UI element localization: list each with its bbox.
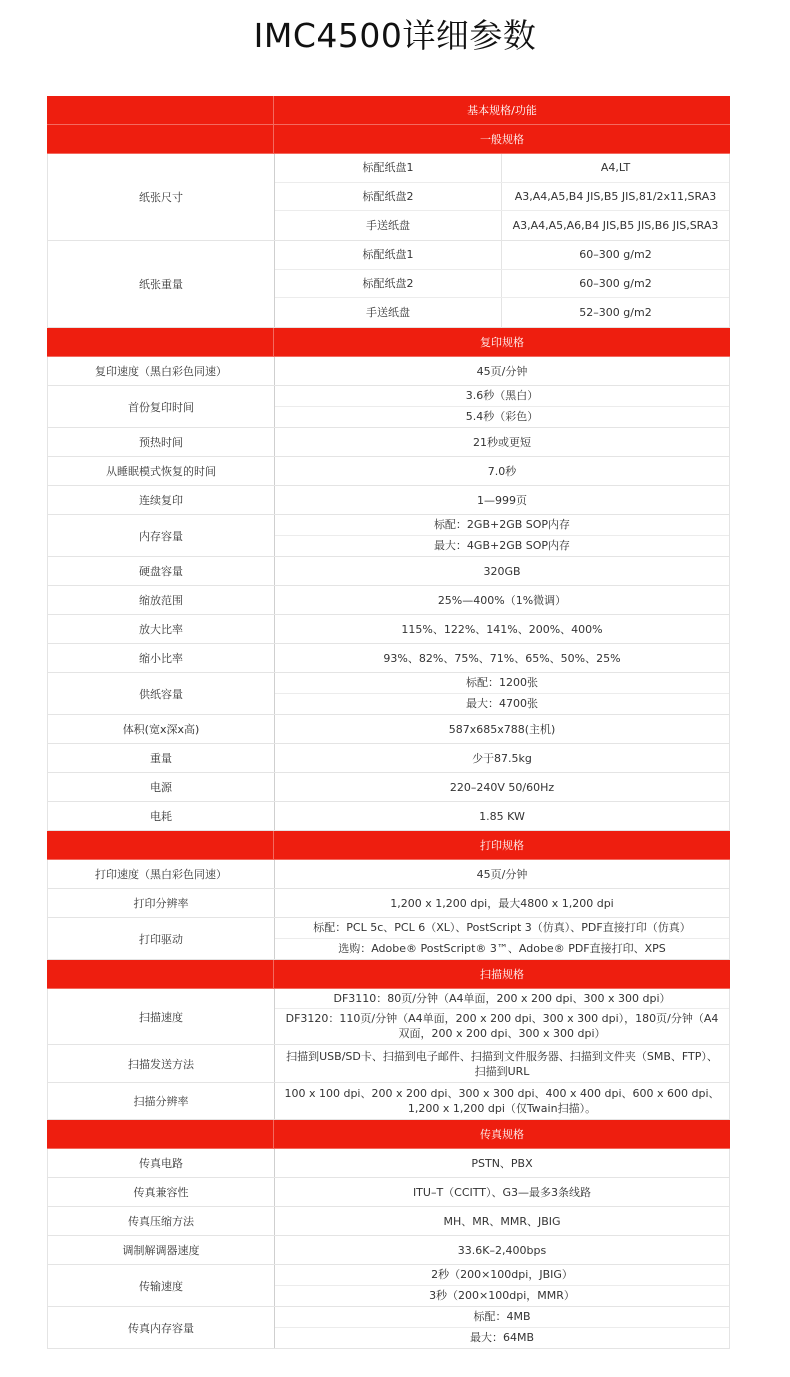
spec-label: 体积(宽x深x高) bbox=[48, 715, 275, 743]
spec-label: 传真兼容性 bbox=[48, 1178, 275, 1206]
spec-value: 33.6K–2,400bps bbox=[457, 1243, 547, 1257]
spec-value: DF3120：110页/分钟（A4单面，200 x 200 dpi、300 x 300 dpi），180页/分钟（A4双面，200 x 200 dpi、300 x 300 dpi） bbox=[285, 1012, 719, 1041]
spec-row bbox=[47, 644, 730, 673]
spec-value: 21秒或更短 bbox=[473, 435, 531, 449]
spec-values bbox=[275, 889, 729, 917]
spec-value: 5.4秒（彩色） bbox=[465, 410, 539, 424]
spec-row bbox=[47, 1083, 730, 1120]
spec-values bbox=[275, 154, 729, 240]
spec-values bbox=[275, 989, 729, 1044]
spec-values bbox=[275, 1236, 729, 1264]
spec-label: 缩小比率 bbox=[48, 644, 275, 672]
spec-sub-value: A3,A4,A5,A6,B4 JIS,B5 JIS,B6 JIS,SRA3 bbox=[512, 219, 719, 233]
spec-values bbox=[275, 1307, 729, 1348]
spec-values bbox=[275, 1045, 729, 1082]
spec-sub-key: 标配纸盘1 bbox=[275, 241, 502, 269]
spec-value: 45页/分钟 bbox=[476, 867, 528, 881]
spec-value: 93%、82%、75%、71%、65%、50%、25% bbox=[383, 651, 621, 665]
spec-row bbox=[47, 1149, 730, 1178]
spec-value: 220–240V 50/60Hz bbox=[449, 780, 555, 794]
spec-value: 标配：2GB+2GB SOP内存 bbox=[275, 515, 729, 536]
section-header-title: 复印规格 bbox=[480, 336, 524, 349]
spec-values bbox=[275, 802, 729, 830]
spec-value: DF3110：80页/分钟（A4单面，200 x 200 dpi、300 x 300 dpi） bbox=[275, 989, 729, 1009]
spec-value: 标配：1200张 bbox=[275, 673, 729, 694]
spec-label: 内存容量 bbox=[48, 515, 275, 556]
spec-subrow bbox=[275, 183, 729, 212]
spec-sub-value: 60–300 g/m2 bbox=[579, 277, 652, 290]
spec-row bbox=[47, 802, 730, 831]
spec-values bbox=[275, 557, 729, 585]
spec-label: 传真内存容量 bbox=[48, 1307, 275, 1348]
spec-row bbox=[47, 428, 730, 457]
spec-label: 传真电路 bbox=[48, 1149, 275, 1177]
spec-subrow bbox=[275, 211, 729, 240]
spec-value: 最大：4700张 bbox=[466, 697, 538, 711]
spec-row bbox=[47, 744, 730, 773]
spec-row bbox=[47, 615, 730, 644]
spec-label: 传真压缩方法 bbox=[48, 1207, 275, 1235]
spec-values bbox=[275, 715, 729, 743]
spec-values bbox=[275, 773, 729, 801]
spec-value: 扫描到USB/SD卡、扫描到电子邮件、扫描到文件服务器、扫描到文件夹（SMB、FTP）、扫描到URL bbox=[286, 1049, 718, 1078]
spec-sub-value: 52–300 g/m2 bbox=[579, 306, 652, 320]
spec-value: 587x685x788(主机) bbox=[448, 722, 556, 736]
spec-sub-key: 标配纸盘2 bbox=[275, 183, 502, 211]
spec-value: 标配：PCL 5c、PCL 6（XL）、PostScript 3（仿真）、PDF直接打印（仿真） bbox=[275, 918, 729, 939]
spec-label: 打印速度（黑白彩色同速） bbox=[48, 860, 275, 888]
section-header bbox=[47, 960, 730, 989]
section-header-spacer bbox=[47, 328, 274, 356]
spec-label: 调制解调器速度 bbox=[48, 1236, 275, 1264]
spec-row bbox=[47, 486, 730, 515]
spec-sub-key: 标配纸盘1 bbox=[275, 154, 502, 182]
spec-value: 1—999页 bbox=[477, 493, 527, 507]
section-header bbox=[47, 1120, 730, 1149]
spec-value: ITU–T（CCITT）、G3—最多3条线路 bbox=[412, 1185, 592, 1199]
spec-subrow bbox=[275, 154, 729, 183]
section-header-title: 传真规格 bbox=[480, 1128, 524, 1141]
spec-label: 扫描分辨率 bbox=[48, 1083, 275, 1119]
section-header-spacer bbox=[47, 125, 274, 153]
spec-row bbox=[47, 586, 730, 615]
spec-row bbox=[47, 457, 730, 486]
spec-values bbox=[275, 1178, 729, 1206]
spec-value: 7.0秒 bbox=[487, 464, 517, 478]
spec-value: 选购：Adobe® PostScript® 3™、Adobe® PDF直接打印、XPS bbox=[338, 942, 666, 956]
spec-sub-value: A4,LT bbox=[600, 161, 631, 175]
spec-value: 少于87.5kg bbox=[472, 751, 532, 765]
spec-sub-key: 手送纸盘 bbox=[275, 211, 502, 240]
spec-subrow bbox=[275, 270, 729, 299]
section-header-title: 扫描规格 bbox=[480, 968, 524, 981]
spec-sub-key: 标配纸盘2 bbox=[275, 270, 502, 298]
spec-sub-key: 手送纸盘 bbox=[275, 298, 502, 327]
spec-row bbox=[47, 1045, 730, 1083]
spec-value: 3秒（200×100dpi，MMR） bbox=[429, 1289, 575, 1303]
spec-label: 扫描发送方法 bbox=[48, 1045, 275, 1082]
spec-row bbox=[47, 773, 730, 802]
spec-value: 2秒（200×100dpi，JBIG） bbox=[275, 1265, 729, 1286]
section-header bbox=[47, 831, 730, 860]
spec-value: 45页/分钟 bbox=[476, 364, 528, 378]
spec-row bbox=[47, 1307, 730, 1349]
spec-label: 打印分辨率 bbox=[48, 889, 275, 917]
spec-row bbox=[47, 357, 730, 386]
spec-values bbox=[275, 673, 729, 714]
spec-value: MH、MR、MMR、JBIG bbox=[443, 1214, 561, 1228]
spec-values bbox=[275, 918, 729, 959]
spec-row bbox=[47, 1207, 730, 1236]
spec-sub-value: A3,A4,A5,B4 JIS,B5 JIS,81/2x11,SRA3 bbox=[514, 190, 717, 203]
spec-value: 100 x 100 dpi、200 x 200 dpi、300 x 300 dpi、400 x 400 dpi、600 x 600 dpi、1,200 x 1,200 dpi（仅Twain扫描）。 bbox=[284, 1087, 720, 1115]
spec-row bbox=[47, 515, 730, 557]
spec-row bbox=[47, 1236, 730, 1265]
spec-row bbox=[47, 241, 730, 328]
spec-label: 缩放范围 bbox=[48, 586, 275, 614]
spec-label: 预热时间 bbox=[48, 428, 275, 456]
spec-row bbox=[47, 1265, 730, 1307]
spec-value: 25%—400%（1%微调） bbox=[437, 593, 567, 607]
spec-label: 首份复印时间 bbox=[48, 386, 275, 427]
spec-value: 最大：4GB+2GB SOP内存 bbox=[433, 539, 571, 553]
spec-label: 打印驱动 bbox=[48, 918, 275, 959]
spec-subrow bbox=[275, 298, 729, 327]
spec-values bbox=[275, 860, 729, 888]
spec-values bbox=[275, 241, 729, 327]
spec-value: 320GB bbox=[483, 564, 521, 578]
spec-label: 传输速度 bbox=[48, 1265, 275, 1306]
spec-row bbox=[47, 154, 730, 241]
spec-row bbox=[47, 918, 730, 960]
spec-label: 复印速度（黑白彩色同速） bbox=[48, 357, 275, 385]
spec-values bbox=[275, 1083, 729, 1119]
spec-label: 硬盘容量 bbox=[48, 557, 275, 585]
section-header bbox=[47, 328, 730, 357]
spec-values bbox=[275, 357, 729, 385]
spec-value: 最大：64MB bbox=[469, 1331, 535, 1345]
spec-label: 从睡眠模式恢复的时间 bbox=[48, 457, 275, 485]
spec-values bbox=[275, 744, 729, 772]
spec-values bbox=[275, 428, 729, 456]
spec-row bbox=[47, 557, 730, 586]
spec-label: 电源 bbox=[48, 773, 275, 801]
spec-values bbox=[275, 644, 729, 672]
spec-row bbox=[47, 1178, 730, 1207]
spec-label: 供纸容量 bbox=[48, 673, 275, 714]
spec-label: 连续复印 bbox=[48, 486, 275, 514]
spec-value: 1.85 KW bbox=[479, 809, 525, 823]
spec-label: 放大比率 bbox=[48, 615, 275, 643]
spec-row bbox=[47, 989, 730, 1045]
spec-label: 扫描速度 bbox=[48, 989, 275, 1044]
spec-values bbox=[275, 1149, 729, 1177]
section-header-spacer bbox=[47, 960, 274, 988]
spec-label: 电耗 bbox=[48, 802, 275, 830]
section-header bbox=[47, 96, 730, 125]
spec-value: 3.6秒（黑白） bbox=[275, 386, 729, 407]
spec-row bbox=[47, 386, 730, 428]
section-header-spacer bbox=[47, 1120, 274, 1148]
spec-values bbox=[275, 1207, 729, 1235]
spec-value: 115%、122%、141%、200%、400% bbox=[401, 622, 603, 636]
spec-values bbox=[275, 615, 729, 643]
spec-label: 纸张尺寸 bbox=[48, 154, 275, 240]
spec-values bbox=[275, 457, 729, 485]
spec-values bbox=[275, 486, 729, 514]
section-header-title: 基本规格/功能 bbox=[467, 104, 537, 117]
section-header-spacer bbox=[47, 96, 274, 124]
spec-value: 标配：4MB bbox=[275, 1307, 729, 1328]
spec-label: 重量 bbox=[48, 744, 275, 772]
spec-values bbox=[275, 586, 729, 614]
spec-table bbox=[47, 96, 730, 1349]
spec-values bbox=[275, 386, 729, 427]
spec-sub-value: 60–300 g/m2 bbox=[579, 248, 652, 262]
spec-label: 纸张重量 bbox=[48, 241, 275, 327]
spec-row bbox=[47, 715, 730, 744]
spec-row bbox=[47, 673, 730, 715]
section-header bbox=[47, 125, 730, 154]
spec-row bbox=[47, 889, 730, 918]
section-header-spacer bbox=[47, 831, 274, 859]
spec-subrow bbox=[275, 241, 729, 270]
spec-value: PSTN、PBX bbox=[471, 1156, 533, 1170]
section-header-title: 一般规格 bbox=[480, 133, 524, 146]
page-title: IMC4500详细参数 bbox=[253, 16, 537, 55]
spec-values bbox=[275, 515, 729, 556]
spec-value: 1,200 x 1,200 dpi，最大4800 x 1,200 dpi bbox=[390, 896, 614, 910]
spec-row bbox=[47, 860, 730, 889]
section-header-title: 打印规格 bbox=[480, 839, 524, 852]
spec-values bbox=[275, 1265, 729, 1306]
